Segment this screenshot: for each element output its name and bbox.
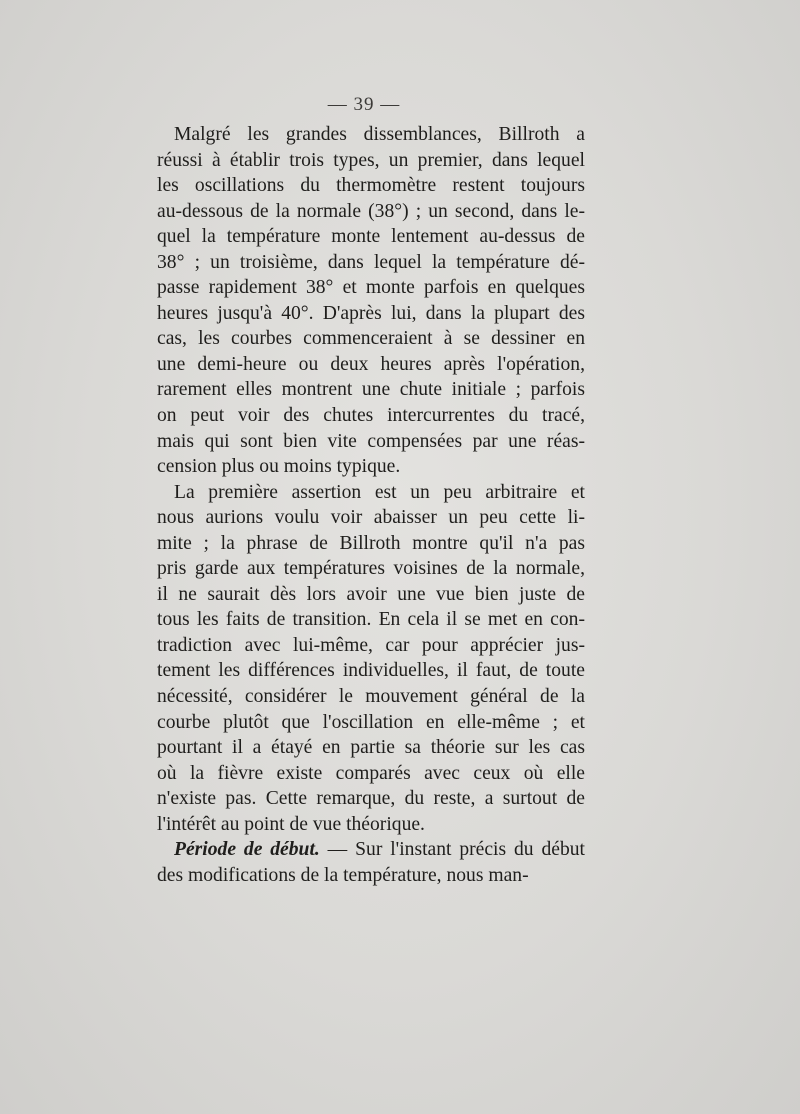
text-line: les oscillations du thermomètre restent toujours [157, 175, 585, 197]
section-run-head: Période de début. [174, 839, 320, 861]
text-line: passe rapidement 38° et monte parfois en quelques [157, 277, 585, 299]
text-line: tous les faits de transition. En cela il se met en con- [157, 609, 585, 631]
text-line: il ne saurait dès lors avoir une vue bien juste de [157, 583, 585, 605]
text-line: une demi-heure ou deux heures après l'opération, [157, 353, 585, 375]
text-line: réussi à établir trois types, un premier, dans lequel [157, 149, 585, 171]
text-line: tradiction avec lui-même, car pour apprécier jus- [157, 634, 585, 656]
paragraph-3 [157, 837, 585, 888]
text-line: mite ; la phrase de Billroth montre qu'il n'a pas [157, 532, 585, 554]
text-line: Malgré les grandes dissemblances, Billroth a [174, 124, 585, 145]
text-line: pourtant il a étayé en partie sa théorie sur les cas [157, 737, 585, 759]
text-line: nécessité, considérer le mouvement général de la [157, 686, 585, 708]
text-line: pris garde aux températures voisines de la normale, [157, 558, 585, 580]
text-line: où la fièvre existe comparés avec ceux où elle [157, 762, 585, 784]
paragraph-2 [157, 480, 585, 838]
text-line: La première assertion est un peu arbitraire et [174, 481, 585, 503]
text-line: 38° ; un troisième, dans lequel la température dé- [157, 251, 585, 273]
text-line: cension plus ou moins typique. [157, 456, 401, 478]
text-line: n'existe pas. Cette remarque, du reste, a surtout de [157, 788, 585, 810]
text-line: au-dessous de la normale (38°) ; un second, dans le- [157, 200, 585, 222]
text-line: courbe plutôt que l'oscillation en elle-même ; et [157, 711, 585, 733]
page-number: — 39 — [327, 94, 401, 115]
text-line: quel la température monte lentement au-dessus de [157, 226, 585, 248]
text-line: l'intérêt au point de vue théorique. [157, 813, 425, 835]
text-line: nous aurions voulu voir abaisser un peu cette li- [157, 507, 585, 529]
text-line: mais qui sont bien vite compensées par une réas- [157, 430, 585, 452]
text-line: rarement elles montrent une chute initiale ; parfois [157, 379, 585, 401]
text-line: cas, les courbes commenceraient à se dessiner en [157, 328, 585, 350]
paragraph-1 [157, 122, 585, 480]
text-line: tement les différences individuelles, il faut, de toute [157, 660, 585, 682]
text-line: des modifications de la température, nous man- [157, 864, 529, 886]
text-line [157, 837, 585, 863]
text-line: heures jusqu'à 40°. D'après lui, dans la plupart des [157, 302, 585, 324]
body-text [157, 122, 585, 888]
text-line: on peut voir des chutes intercurrentes du tracé, [157, 405, 585, 427]
text-line-continuation: — Sur l'instant précis du début [319, 839, 585, 861]
